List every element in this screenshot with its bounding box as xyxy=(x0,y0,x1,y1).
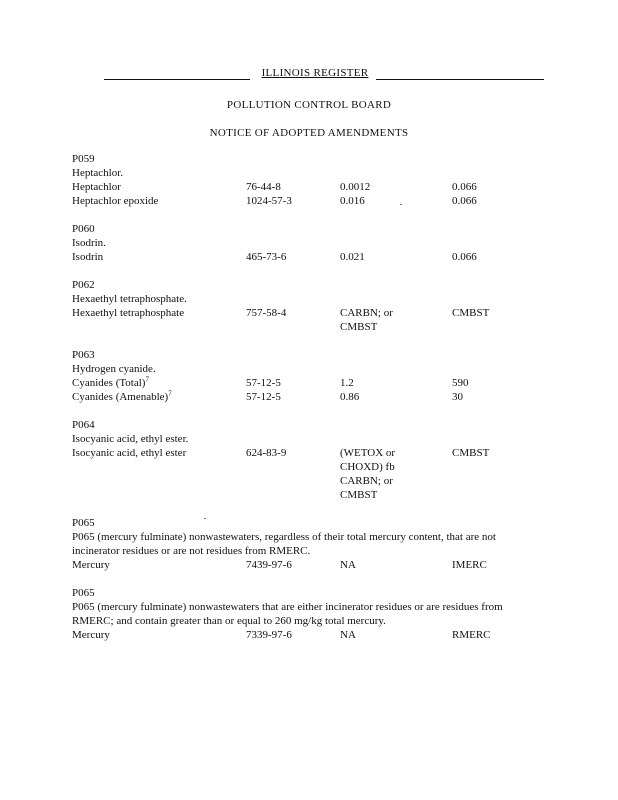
cas-number: 57-12-5 xyxy=(246,377,281,389)
table-row xyxy=(72,180,552,194)
waste-description: Hydrogen cyanide. xyxy=(72,363,156,375)
nonwastewater-standard: 0.066 xyxy=(452,181,477,193)
waste-description: Isocyanic acid, ethyl ester. xyxy=(72,433,189,445)
scan-speck xyxy=(400,204,402,205)
entry-p059 xyxy=(72,152,552,208)
wastewater-standard: 0.021 xyxy=(340,251,365,263)
waste-description: P065 (mercury fulminate) nonwastewaters that are either incinerator residues or are residues from RMERC; and contain greater than or equal to 260 mg/kg total mercury. xyxy=(72,601,503,627)
constituent: Cyanides (Total) xyxy=(72,377,146,389)
wastewater-standard: 0.0012 xyxy=(340,181,371,193)
cas-number: 57-12-5 xyxy=(246,391,281,403)
waste-code: P062 xyxy=(72,279,95,291)
wastewater-standard: CARBN; or CMBST xyxy=(340,307,393,333)
table-row xyxy=(72,446,552,502)
header-rule-left xyxy=(104,79,250,80)
constituent: Hexaethyl tetraphosphate xyxy=(72,307,185,319)
notice-title: NOTICE OF ADOPTED AMENDMENTS xyxy=(209,127,409,139)
wastewater-standard: 0.016 xyxy=(340,195,365,207)
waste-description: P065 (mercury fulminate) nonwastewaters, regardless of their total mercury content, that are not incinerator residues or are not residues from RMERC. xyxy=(72,531,496,557)
waste-code: P064 xyxy=(72,419,95,431)
nonwastewater-standard: CMBST xyxy=(452,307,490,319)
nonwastewater-standard: 590 xyxy=(452,377,469,389)
header-rule-right xyxy=(376,79,544,80)
wastewater-standard: NA xyxy=(340,629,356,641)
board-title: POLLUTION CONTROL BOARD xyxy=(226,99,392,111)
waste-code: P065 xyxy=(72,517,95,529)
constituent: Isocyanic acid, ethyl ester xyxy=(72,447,187,459)
constituent-cell xyxy=(72,376,246,390)
nonwastewater-standard: 0.066 xyxy=(452,195,477,207)
nonwastewater-standard: CMBST xyxy=(452,447,490,459)
waste-code: P059 xyxy=(72,153,95,165)
wastewater-standard: NA xyxy=(340,559,356,571)
waste-code: P065 xyxy=(72,587,95,599)
register-title: ILLINOIS REGISTER xyxy=(261,67,369,79)
nonwastewater-standard: 30 xyxy=(452,391,463,403)
constituent: Heptachlor epoxide xyxy=(72,195,159,207)
entry-p060 xyxy=(72,222,552,264)
table-row xyxy=(72,250,552,264)
waste-table xyxy=(72,152,552,656)
waste-code: P063 xyxy=(72,349,95,361)
constituent: Cyanides (Amenable) xyxy=(72,391,169,403)
cas-number: 7339-97-6 xyxy=(246,629,292,641)
entry-p064 xyxy=(72,418,552,502)
footnote-ref: 7 xyxy=(168,389,172,398)
cas-number: 76-44-8 xyxy=(246,181,281,193)
constituent: Mercury xyxy=(72,629,110,641)
entry-p063 xyxy=(72,348,552,404)
nonwastewater-standard: 0.066 xyxy=(452,251,477,263)
table-row xyxy=(72,376,552,390)
footnote-ref: 7 xyxy=(145,375,149,384)
waste-description: Isodrin. xyxy=(72,237,106,249)
constituent: Isodrin xyxy=(72,251,104,263)
wastewater-standard: 1.2 xyxy=(340,377,354,389)
table-row xyxy=(72,628,552,642)
entry-p062 xyxy=(72,278,552,334)
table-row xyxy=(72,194,552,208)
cas-number: 465-73-6 xyxy=(246,251,287,263)
constituent: Mercury xyxy=(72,559,110,571)
constituent-cell xyxy=(72,390,246,404)
cas-number: 1024-57-3 xyxy=(246,195,292,207)
entry-p065-incinerator-residue xyxy=(72,586,552,642)
waste-description: Heptachlor. xyxy=(72,167,124,179)
wastewater-standard: 0.86 xyxy=(340,391,360,403)
table-row xyxy=(72,306,552,334)
scan-speck xyxy=(204,518,206,519)
cas-number: 7439-97-6 xyxy=(246,559,292,571)
entry-p065-non-incinerator xyxy=(72,516,552,572)
constituent: Heptachlor xyxy=(72,181,121,193)
cas-number: 624-83-9 xyxy=(246,447,287,459)
cas-number: 757-58-4 xyxy=(246,307,287,319)
wastewater-standard: (WETOX or CHOXD) fb CARBN; or CMBST xyxy=(340,447,396,501)
nonwastewater-standard: RMERC xyxy=(452,629,491,641)
waste-code: P060 xyxy=(72,223,95,235)
table-row xyxy=(72,390,552,404)
waste-description: Hexaethyl tetraphosphate. xyxy=(72,293,187,305)
table-row xyxy=(72,558,552,572)
nonwastewater-standard: IMERC xyxy=(452,559,487,571)
